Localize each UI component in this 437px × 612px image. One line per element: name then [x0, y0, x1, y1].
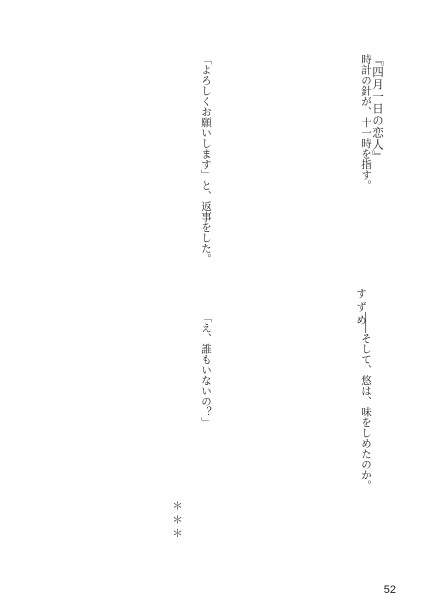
section-separator: ＊＊＊	[171, 500, 183, 541]
author-name: すずめ	[355, 288, 367, 328]
story-title: 『四月一日の恋人』	[371, 54, 385, 163]
page-number: 52	[383, 584, 396, 596]
body-text-block: 「よろしくお願いします」と、返事をした。	[200, 54, 212, 264]
body-text-block: 「え、誰もいないの？」	[200, 312, 212, 428]
body-text-block: 時計の針が、十一時を指す。	[360, 54, 372, 191]
body-text-block: ――そして、悠は、味をしめたのか。	[360, 312, 372, 491]
